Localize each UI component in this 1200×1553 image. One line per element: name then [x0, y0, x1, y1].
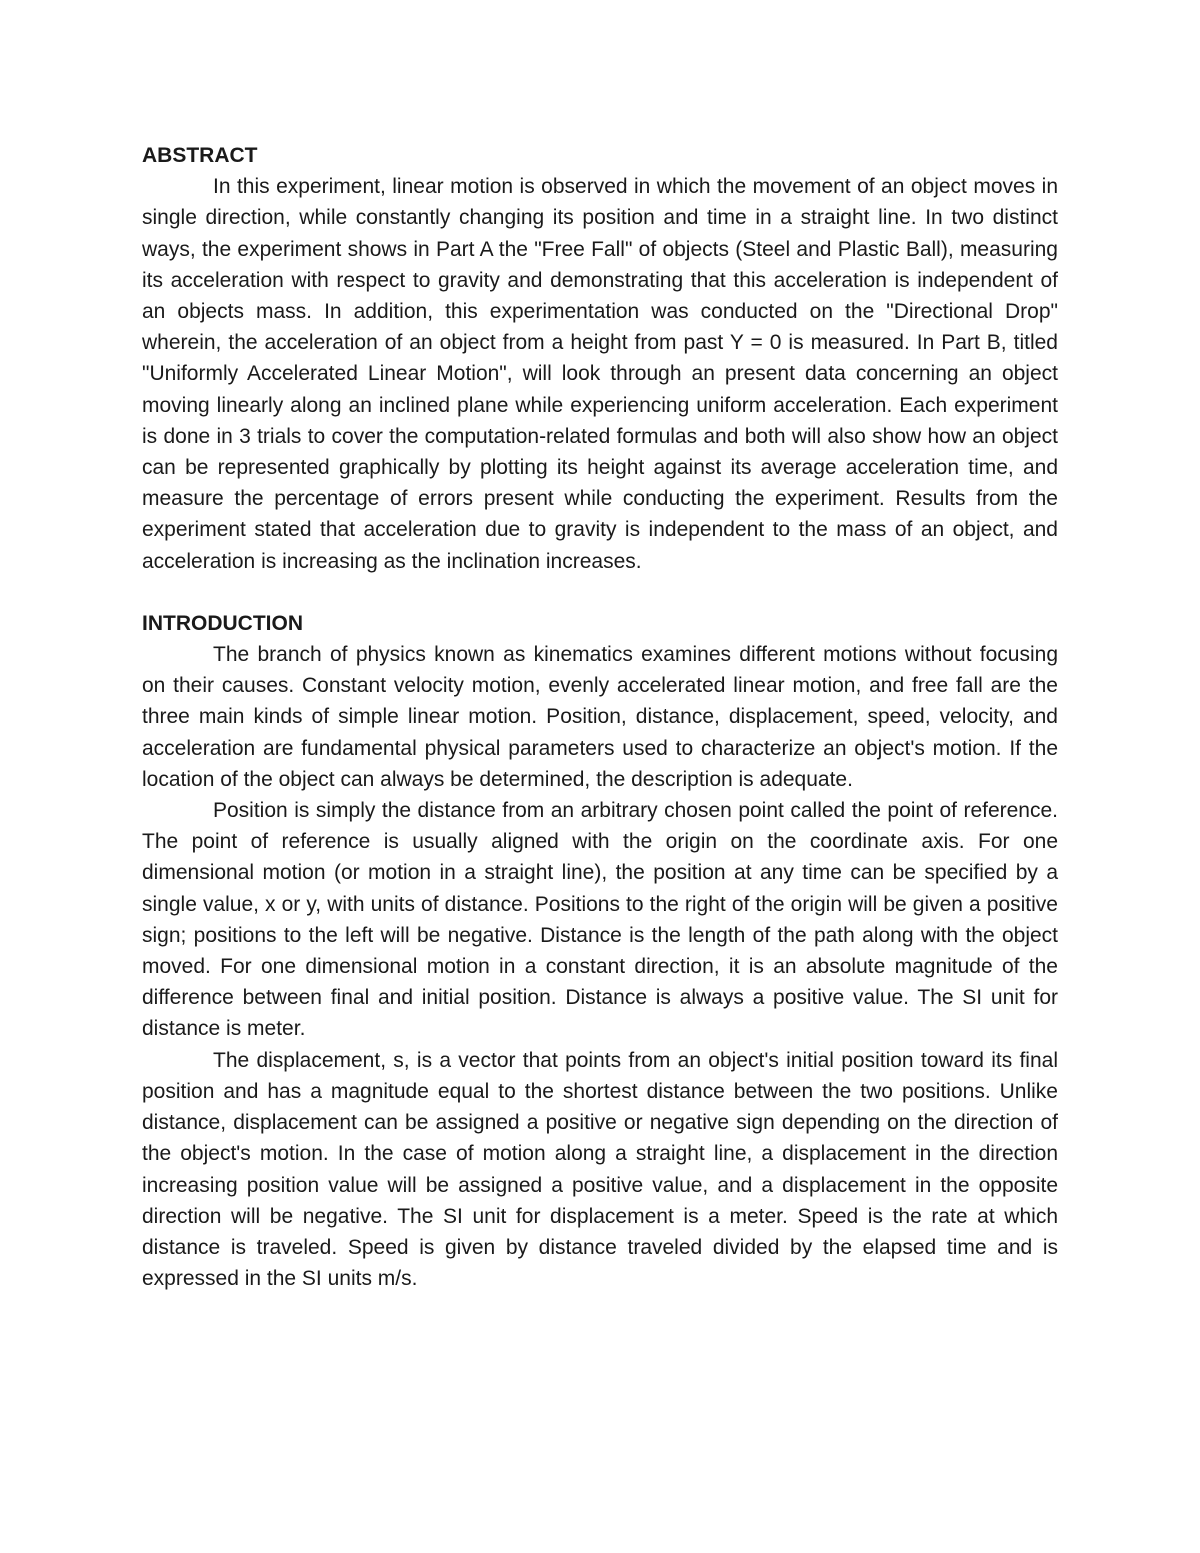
abstract-paragraph: In this experiment, linear motion is observed in which the movement of an object moves in single direction, while constantly changing its position and time in a straight line. In two distinct ways, the experiment shows in Part A the "Free Fall" of objects (Steel and Plastic Ball), measuring its acceleration with respect to gravity and demonstrating that this acceleration is independent of an objects mass. In addition, this experimentation was conducted on the "Directional Drop" wherein, the acceleration of an object from a height from past Y = 0 is measured. In Part B, titled "Uniformly Accelerated Linear Motion", will look through an present data concerning an object moving linearly along an inclined plane while experiencing uniform acceleration. Each experiment is done in 3 trials to cover the computation-related formulas and both will also show how an object can be represented graphically by plotting its height against its average acceleration time, and measure the percentage of errors present while conducting the experiment. Results from the experiment stated that acceleration due to gravity is independent to the mass of an object, and acceleration is increasing as the inclination increases. — [142, 175, 1058, 573]
page-content — [142, 140, 1058, 1325]
introduction-paragraph-2: Position is simply the distance from an arbitrary chosen point called the point of reference. The point of reference is usually aligned with the origin on the coordinate axis. For one dimensional motion (or motion in a straight line), the position at any time can be specified by a single value, x or y, with units of distance. Positions to the right of the origin will be given a positive sign; positions to the left will be negative. Distance is the length of the path along with the object moved. For one dimensional motion in a constant direction, it is an absolute magnitude of the difference between final and initial position. Distance is always a positive value. The SI unit for distance is meter. — [142, 799, 1058, 1041]
abstract-heading: ABSTRACT — [142, 144, 258, 167]
introduction-paragraph-1: The branch of physics known as kinematics examines different motions without focusing on their causes. Constant velocity motion, evenly accelerated linear motion, and free fall are the three main kinds of simple linear motion. Position, distance, displacement, speed, velocity, and acceleration are fundamental physical parameters used to characterize an object's motion. If the location of the object can always be determined, the description is adequate. — [142, 643, 1058, 791]
abstract-section — [142, 140, 1058, 577]
introduction-heading: INTRODUCTION — [142, 611, 303, 635]
introduction-section — [142, 608, 1058, 1294]
introduction-paragraph-3: The displacement, s, is a vector that points from an object's initial position toward its final position and has a magnitude equal to the shortest distance between the two positions. Unlike distance, displacement can be assigned a positive or negative sign depending on the direction of the object's motion. In the case of motion along a straight line, a displacement in the direction increasing position value will be assigned a positive value, and a displacement in the opposite direction will be negative. The SI unit for displacement is a meter. Speed is the rate at which distance is traveled. Speed is given by distance traveled divided by the elapsed time and is expressed in the SI units m/s. — [142, 1048, 1058, 1291]
